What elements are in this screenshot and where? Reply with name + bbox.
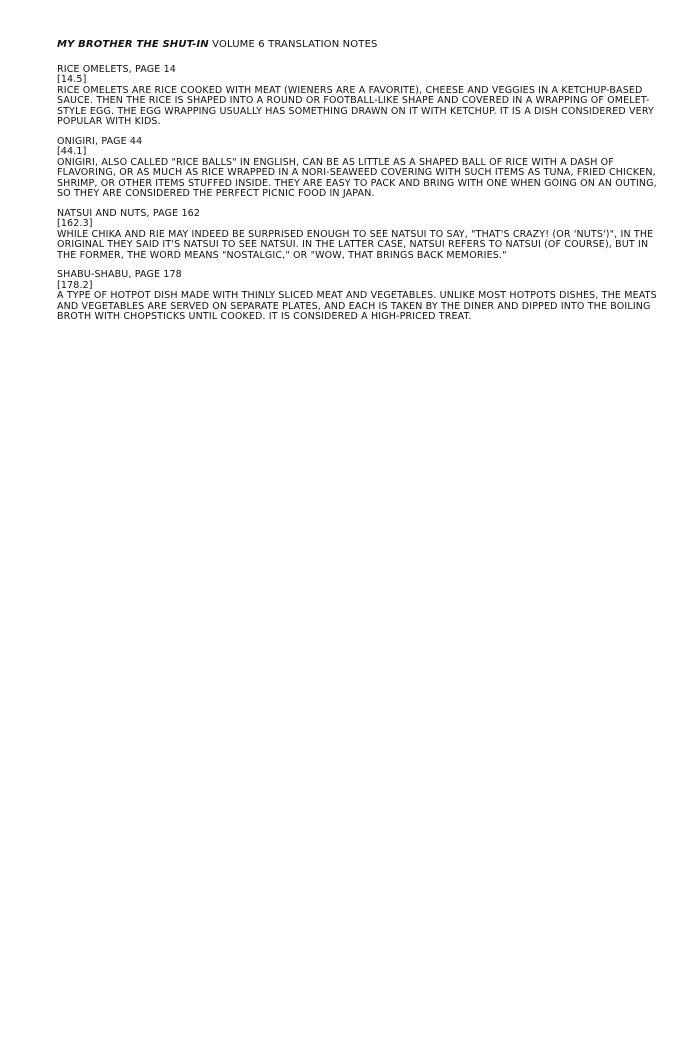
note-body: A TYPE OF HOTPOT DISH MADE WITH THINLY SLICED MEAT AND VEGETABLES. UNLIKE MOST HOTPOTS DISHES, THE MEATS AND VEGETABLES ARE SERVED ON SEPARATE PLATES, AND EACH IS TAKEN BY THE DINER AND DIPPED INTO THE BOILING BROTH WITH CHOPSTICKS UNTIL COOKED. IT IS CONSIDERED A HIGH-PRICED TREAT.: [57, 290, 657, 322]
note-reference: [14.5]: [57, 74, 87, 85]
note-heading: RICE OMELETS, PAGE 14: [57, 63, 176, 75]
note-body: WHILE CHIKA AND RIE MAY INDEED BE SURPRISED ENOUGH TO SEE NATSUI TO SAY, "THAT'S CRAZY! (OR 'NUTS')", IN THE ORIGINAL THEY SAID IT'S NATSUI TO SEE NATSUI. IN THE LATTER CASE, NATSUI REFERS TO NATSUI (OF COURSE), BUT IN THE FORMER, THE WORD MEANS "NOSTALGIC," OR "WOW, THAT BRINGS BACK MEMORIES.": [57, 228, 654, 261]
note-heading: ONIGIRI, PAGE 44: [57, 135, 143, 147]
note-natsui-and-nuts: [57, 209, 657, 262]
page-subtitle: VOLUME 6 TRANSLATION NOTES: [212, 39, 378, 50]
note-body: ONIGIRI, ALSO CALLED "RICE BALLS" IN ENGLISH, CAN BE AS LITTLE AS A SHAPED BALL OF RICE WITH A DASH OF FLAVORING, OR AS MUCH AS RICE WRAPPED IN A NORI-SEAWEED COVERING WITH SUCH ITEMS AS TUNA, FRIED CHICKEN, SHRIMP, OR OTHER ITEMS STUFFED INSIDE. THEY ARE EASY TO PACK AND BRING WITH ONE WHEN GOING ON AN OUTING, SO THEY ARE CONSIDERED THE PERFECT PICNIC FOOD IN JAPAN.: [57, 156, 657, 199]
note-shabu-shabu: [57, 270, 657, 323]
note-reference: [162.3]: [57, 218, 93, 229]
translation-notes-page: [57, 40, 657, 332]
note-reference: [44.1]: [57, 146, 87, 157]
note-heading: NATSUI AND NUTS, PAGE 162: [57, 207, 201, 219]
page-title: [57, 40, 657, 51]
note-onigiri: [57, 137, 657, 200]
note-heading: SHABU-SHABU, PAGE 178: [57, 269, 182, 280]
note-body: RICE OMELETS ARE RICE COOKED WITH MEAT (WIENERS ARE A FAVORITE), CHEESE AND VEGGIES IN A KETCHUP-BASED SAUCE. THEN THE RICE IS SHAPED INTO A ROUND OR FOOTBALL-LIKE SHAPE AND COVERED IN A WRAPPING OF OMELET-STYLE EGG. THE EGG WRAPPING USUALLY HAS SOMETHING DRAWN ON IT WITH KETCHUP. IT IS A DISH CONSIDERED VERY POPULAR WITH KIDS.: [57, 84, 654, 127]
series-title: MY BROTHER THE SHUT-IN: [57, 39, 209, 50]
note-rice-omelets: [57, 65, 657, 128]
note-reference: [178.2]: [57, 279, 93, 291]
